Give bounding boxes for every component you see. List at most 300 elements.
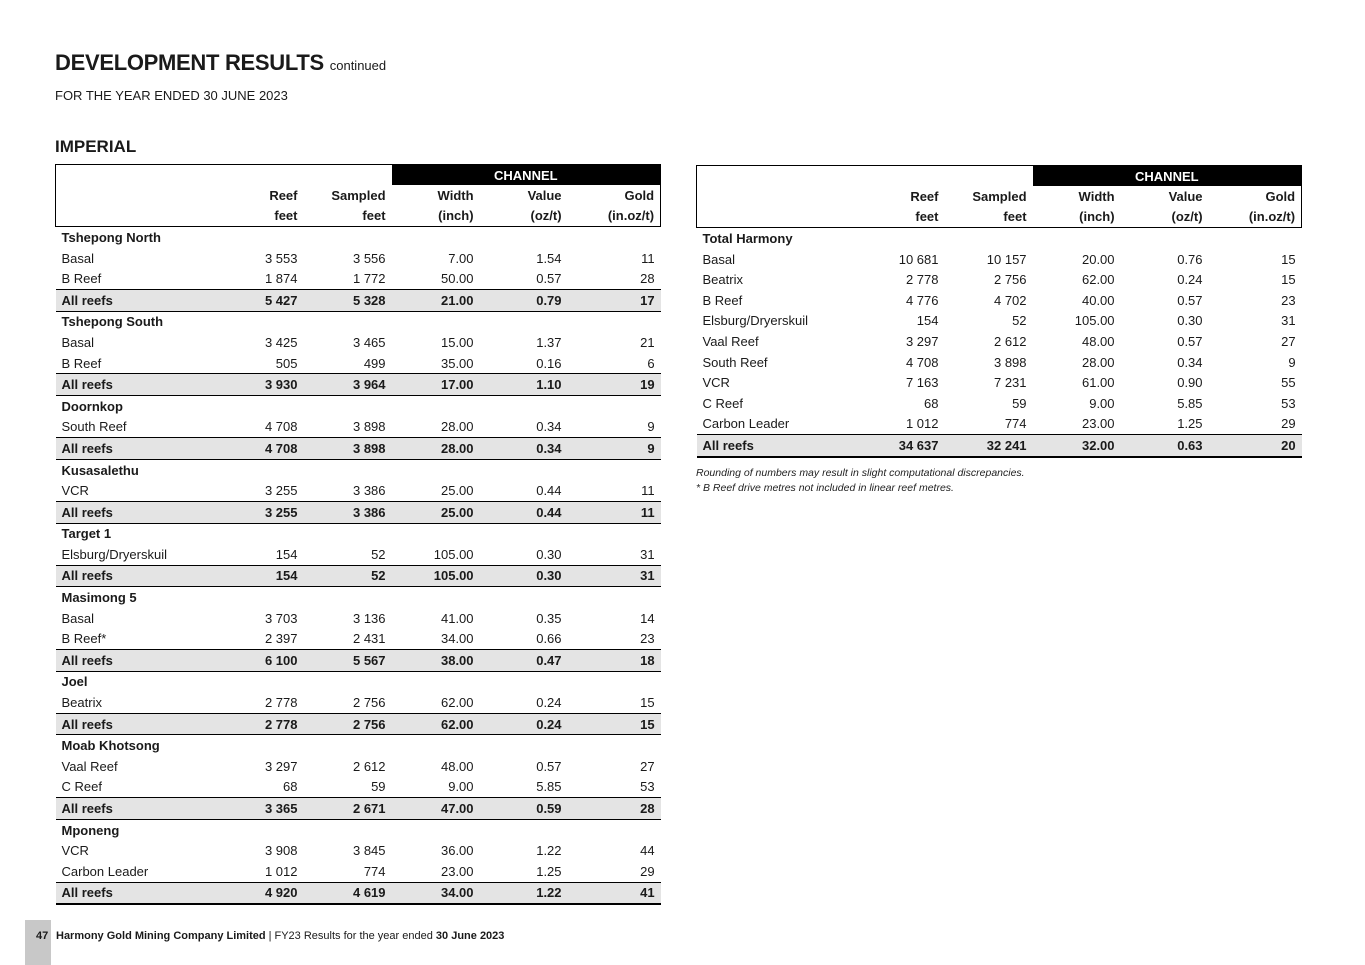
cell-value: 3 898 (993, 354, 1027, 370)
column-header: Gold (1209, 186, 1302, 207)
header-row (697, 186, 1302, 207)
header-label-blank (697, 207, 857, 228)
total-value: 0.24 (480, 713, 568, 735)
total-value: 62.00 (392, 713, 480, 735)
total-value: 4 708 (216, 438, 304, 460)
header-row (56, 185, 661, 206)
total-value: 32.00 (1033, 435, 1121, 457)
cell-value: 10 681 (898, 251, 939, 267)
table-row (697, 393, 1302, 414)
cell-value: 2 431 (352, 631, 386, 647)
total-value: 17.00 (392, 374, 480, 396)
cell-value: 4 702 (993, 292, 1027, 308)
column-header: Value (1168, 188, 1203, 204)
cell-value: 3 553 (264, 250, 298, 266)
cell-value: 1.22 (536, 843, 562, 859)
group-row (56, 311, 661, 332)
total-label: All reefs (56, 289, 216, 311)
total-value: 4 619 (304, 882, 392, 904)
cell-value: 0.34 (536, 419, 562, 435)
table-header (697, 166, 1302, 228)
cell-value: 35.00 (440, 355, 474, 371)
cell-value: 4 708 (905, 354, 939, 370)
cell-value: 41.00 (440, 610, 474, 626)
total-value: 11 (568, 501, 661, 523)
total-label: All reefs (56, 713, 216, 735)
total-row (56, 565, 661, 587)
cell-value: 3 425 (264, 334, 298, 350)
table-row (697, 269, 1302, 290)
cell-value: 28 (640, 271, 655, 287)
total-label: All reefs (56, 798, 216, 820)
total-value: 105.00 (392, 565, 480, 587)
total-label: All reefs (56, 565, 216, 587)
cell-value: 53 (1281, 395, 1296, 411)
total-value: 0.34 (480, 438, 568, 460)
cell-value: 2 778 (264, 695, 298, 711)
cell-value: 3 386 (352, 483, 386, 499)
total-value: 41 (568, 882, 661, 904)
cell-value: 1 874 (264, 271, 298, 287)
cell-value: 55 (1281, 375, 1296, 391)
total-value: 2 756 (304, 713, 392, 735)
cell-value: 29 (640, 863, 655, 879)
cell-value: 774 (1004, 416, 1027, 432)
cell-value: 9 (1288, 354, 1296, 370)
table-row (697, 372, 1302, 393)
cell-value: 7 163 (905, 375, 939, 391)
table-row (56, 353, 661, 374)
total-value: 154 (216, 565, 304, 587)
cell-value: 7.00 (448, 250, 474, 266)
cell-value: 2 397 (264, 631, 298, 647)
table-row (697, 331, 1302, 352)
reef-name: Basal (61, 334, 95, 350)
table-row (56, 268, 661, 289)
table-row (56, 544, 661, 565)
cell-value: 68 (924, 395, 939, 411)
group-name: Tshepong South (61, 314, 164, 330)
total-row (697, 435, 1302, 457)
page-title-suffix: continued (329, 58, 387, 73)
total-row (56, 882, 661, 904)
header-row (56, 206, 661, 227)
cell-value: 3 136 (352, 610, 386, 626)
cell-value: 3 465 (352, 334, 386, 350)
page-title (55, 50, 386, 76)
cell-value: 1.25 (1177, 416, 1203, 432)
cell-value: 0.30 (536, 546, 562, 562)
cell-value: 53 (640, 779, 655, 795)
column-header: (oz/t) (480, 206, 568, 227)
cell-value: 11 (641, 250, 655, 266)
cell-value: 774 (363, 863, 386, 879)
cell-value: 44 (640, 843, 655, 859)
cell-value: 2 612 (352, 758, 386, 774)
table-row (56, 756, 661, 777)
header-row (697, 207, 1302, 228)
column-header: Gold (568, 185, 661, 206)
reef-name: South Reef (61, 419, 127, 435)
column-header: Value (527, 187, 562, 203)
cell-value: 15.00 (440, 334, 474, 350)
cell-value: 4 776 (905, 292, 939, 308)
reef-name: Basal (61, 250, 95, 266)
total-value: 4 920 (216, 882, 304, 904)
total-row (56, 289, 661, 311)
reef-name: Carbon Leader (61, 863, 149, 879)
total-label: All reefs (56, 501, 216, 523)
table-row (697, 249, 1302, 270)
group-row (56, 819, 661, 840)
cell-value: 34.00 (440, 631, 474, 647)
column-header: Reef (910, 188, 939, 204)
group-name: Joel (61, 674, 88, 690)
cell-value: 15 (640, 695, 655, 711)
total-value: 6 100 (216, 650, 304, 672)
cell-value: 20.00 (1081, 251, 1115, 267)
total-value: 3 964 (304, 374, 392, 396)
page-subtitle: FOR THE YEAR ENDED 30 JUNE 2023 (55, 88, 288, 103)
reef-name: C Reef (702, 395, 743, 411)
cell-value: 0.34 (1177, 354, 1203, 370)
cell-value: 10 157 (986, 251, 1027, 267)
reef-name: Beatrix (61, 695, 102, 711)
total-value: 34.00 (392, 882, 480, 904)
total-value: 1.10 (480, 374, 568, 396)
header-blank (56, 165, 392, 186)
cell-value: 105.00 (433, 546, 474, 562)
page-title-text: DEVELOPMENT RESULTS (55, 50, 324, 75)
footer-separator: | (268, 930, 272, 942)
cell-value: 3 297 (264, 758, 298, 774)
total-value: 25.00 (392, 501, 480, 523)
group-name: Tshepong North (61, 229, 161, 245)
cell-value: 0.16 (536, 355, 562, 371)
total-label: All reefs (56, 374, 216, 396)
cell-value: 3 556 (352, 250, 386, 266)
imperial-results-table-right (696, 165, 1302, 458)
column-header: feet (945, 207, 1033, 228)
cell-value: 59 (371, 779, 386, 795)
reef-name: B Reef (61, 271, 102, 287)
total-value: 3 930 (216, 374, 304, 396)
imperial-results-table-left (55, 164, 661, 905)
table-row (697, 352, 1302, 373)
table-row (56, 608, 661, 629)
group-row (56, 395, 661, 416)
reef-name: Carbon Leader (702, 416, 790, 432)
cell-value: 0.30 (1177, 313, 1203, 329)
total-value: 19 (568, 374, 661, 396)
cell-value: 0.57 (1177, 292, 1203, 308)
cell-value: 0.24 (1177, 272, 1203, 288)
cell-value: 31 (640, 546, 655, 562)
cell-value: 0.24 (536, 695, 562, 711)
reef-name: VCR (61, 843, 89, 859)
page-number: 47 (36, 930, 49, 942)
total-value: 9 (568, 438, 661, 460)
table-row (56, 692, 661, 713)
table-row (56, 332, 661, 353)
cell-value: 7 231 (993, 375, 1027, 391)
total-value: 20 (1209, 435, 1302, 457)
cell-value: 2 756 (352, 695, 386, 711)
total-value: 3 898 (304, 438, 392, 460)
column-header: (in.oz/t) (1209, 207, 1302, 228)
reef-name: B Reef* (61, 631, 107, 647)
cell-value: 0.35 (536, 610, 562, 626)
table-notes (696, 466, 1025, 496)
group-name: Doornkop (61, 398, 123, 414)
cell-value: 0.44 (536, 483, 562, 499)
cell-value: 23 (640, 631, 655, 647)
total-value: 0.63 (1121, 435, 1209, 457)
total-label: All reefs (56, 650, 216, 672)
cell-value: 5.85 (1177, 395, 1203, 411)
cell-value: 14 (640, 610, 655, 626)
cell-value: 5.85 (536, 779, 562, 795)
total-value: 0.30 (480, 565, 568, 587)
cell-value: 0.57 (1177, 333, 1203, 349)
header-blank (697, 166, 1033, 187)
cell-value: 0.57 (536, 758, 562, 774)
channel-header: CHANNEL (392, 165, 661, 186)
cell-value: 15 (1281, 251, 1296, 267)
reef-name: South Reef (702, 354, 768, 370)
total-row (56, 713, 661, 735)
table-row (56, 861, 661, 882)
footer-text: FY23 Results for the year ended (274, 930, 433, 942)
total-value: 28.00 (392, 438, 480, 460)
total-value: 31 (568, 565, 661, 587)
total-value: 5 427 (216, 289, 304, 311)
header-label-blank (56, 206, 216, 227)
reef-name: B Reef (702, 292, 743, 308)
total-value: 0.79 (480, 289, 568, 311)
table-body (56, 227, 661, 905)
table-row (56, 248, 661, 269)
cell-value: 28.00 (440, 419, 474, 435)
cell-value: 1.25 (536, 863, 562, 879)
reef-name: Beatrix (702, 272, 743, 288)
total-label: All reefs (56, 438, 216, 460)
column-header: (inch) (392, 206, 480, 227)
cell-value: 48.00 (440, 758, 474, 774)
cell-value: 50.00 (440, 271, 474, 287)
cell-value: 28.00 (1081, 354, 1115, 370)
group-name: Kusasalethu (61, 462, 139, 478)
cell-value: 499 (363, 355, 386, 371)
cell-value: 9.00 (448, 779, 474, 795)
cell-value: 23.00 (1081, 416, 1115, 432)
reef-name: Elsburg/Dryerskuil (702, 313, 808, 329)
cell-value: 62.00 (440, 695, 474, 711)
total-value: 47.00 (392, 798, 480, 820)
cell-value: 21 (640, 334, 655, 350)
group-row (56, 523, 661, 544)
group-row (56, 587, 661, 608)
column-header: Reef (269, 187, 298, 203)
column-header: feet (216, 206, 304, 227)
total-value: 32 241 (945, 435, 1033, 457)
column-header: Sampled (331, 187, 386, 203)
column-header: Sampled (972, 188, 1027, 204)
cell-value: 52 (1012, 313, 1027, 329)
cell-value: 154 (916, 313, 939, 329)
cell-value: 29 (1281, 416, 1296, 432)
total-value: 0.44 (480, 501, 568, 523)
note-rounding: Rounding of numbers may result in slight computational discrepancies. (696, 467, 1025, 479)
reef-name: Vaal Reef (61, 758, 118, 774)
group-row (56, 735, 661, 756)
total-value: 0.59 (480, 798, 568, 820)
footer-date: 30 June 2023 (435, 930, 505, 942)
total-value: 1.22 (480, 882, 568, 904)
total-row (56, 650, 661, 672)
cell-value: 1 012 (905, 416, 939, 432)
cell-value: 2 778 (905, 272, 939, 288)
cell-value: 23.00 (440, 863, 474, 879)
total-row (56, 798, 661, 820)
cell-value: 2 756 (993, 272, 1027, 288)
cell-value: 25.00 (440, 483, 474, 499)
cell-value: 59 (1012, 395, 1027, 411)
group-row (56, 459, 661, 480)
page-footer (56, 930, 504, 942)
total-value: 2 671 (304, 798, 392, 820)
header-row-channel (697, 166, 1302, 187)
total-label: All reefs (697, 435, 857, 457)
cell-value: 0.57 (536, 271, 562, 287)
group-name: Moab Khotsong (61, 738, 160, 754)
cell-value: 61.00 (1081, 375, 1115, 391)
cell-value: 48.00 (1081, 333, 1115, 349)
cell-value: 1.37 (536, 334, 562, 350)
cell-value: 31 (1281, 313, 1296, 329)
cell-value: 105.00 (1074, 313, 1115, 329)
total-value: 38.00 (392, 650, 480, 672)
total-value: 0.47 (480, 650, 568, 672)
table-row (56, 417, 661, 438)
cell-value: 0.66 (536, 631, 562, 647)
total-row (56, 438, 661, 460)
group-name: Mponeng (61, 822, 120, 838)
group-row (697, 228, 1302, 249)
table-row (697, 311, 1302, 332)
table-row (56, 840, 661, 861)
group-name: Target 1 (61, 526, 112, 542)
reef-name: VCR (61, 483, 89, 499)
header-row-channel (56, 165, 661, 186)
footer-company: Harmony Gold Mining Company Limited (56, 930, 266, 942)
reef-name: Elsburg/Dryerskuil (61, 546, 167, 562)
channel-header: CHANNEL (1033, 166, 1302, 187)
column-header: (inch) (1033, 207, 1121, 228)
table-row (56, 628, 661, 649)
total-row (56, 501, 661, 523)
table-body (697, 228, 1302, 457)
total-value: 17 (568, 289, 661, 311)
cell-value: 1 012 (264, 863, 298, 879)
cell-value: 3 898 (352, 419, 386, 435)
cell-value: 3 845 (352, 843, 386, 859)
total-value: 34 637 (857, 435, 945, 457)
total-value: 2 778 (216, 713, 304, 735)
reef-name: VCR (702, 375, 730, 391)
column-header: feet (857, 207, 945, 228)
total-value: 18 (568, 650, 661, 672)
column-header: (in.oz/t) (568, 206, 661, 227)
cell-value: 27 (640, 758, 655, 774)
total-value: 5 567 (304, 650, 392, 672)
total-value: 3 365 (216, 798, 304, 820)
cell-value: 36.00 (440, 843, 474, 859)
cell-value: 4 708 (264, 419, 298, 435)
column-header: Width (437, 187, 474, 203)
group-name: Total Harmony (702, 230, 793, 246)
column-header: (oz/t) (1121, 207, 1209, 228)
total-value: 52 (304, 565, 392, 587)
header-label-blank (697, 186, 857, 207)
group-row (56, 227, 661, 248)
cell-value: 1 772 (352, 271, 386, 287)
reef-name: B Reef (61, 355, 102, 371)
cell-value: 3 703 (264, 610, 298, 626)
cell-value: 0.90 (1177, 375, 1203, 391)
cell-value: 3 908 (264, 843, 298, 859)
cell-value: 3 255 (264, 483, 298, 499)
table-row (56, 480, 661, 501)
cell-value: 2 612 (993, 333, 1027, 349)
table-row (697, 290, 1302, 311)
table-row (697, 414, 1302, 435)
cell-value: 9.00 (1089, 395, 1115, 411)
table-row (56, 777, 661, 798)
note-b-reef: * B Reef drive metres not included in linear reef metres. (696, 482, 954, 494)
group-row (56, 671, 661, 692)
total-value: 5 328 (304, 289, 392, 311)
cell-value: 154 (275, 546, 298, 562)
total-value: 21.00 (392, 289, 480, 311)
total-label: All reefs (56, 882, 216, 904)
cell-value: 9 (647, 419, 655, 435)
total-value: 3 255 (216, 501, 304, 523)
column-header: feet (304, 206, 392, 227)
group-name: Masimong 5 (61, 590, 137, 606)
table-header (56, 165, 661, 227)
cell-value: 15 (1281, 272, 1296, 288)
reef-name: Basal (61, 610, 95, 626)
cell-value: 23 (1281, 292, 1296, 308)
reef-name: Basal (702, 251, 736, 267)
cell-value: 52 (371, 546, 386, 562)
reef-name: Vaal Reef (702, 333, 759, 349)
cell-value: 68 (283, 779, 298, 795)
cell-value: 0.76 (1177, 251, 1203, 267)
cell-value: 11 (641, 483, 655, 499)
cell-value: 3 297 (905, 333, 939, 349)
section-heading: IMPERIAL (55, 137, 137, 156)
column-header: Width (1078, 188, 1115, 204)
cell-value: 505 (275, 355, 298, 371)
total-value: 28 (568, 798, 661, 820)
cell-value: 6 (647, 355, 655, 371)
cell-value: 62.00 (1081, 272, 1115, 288)
cell-value: 40.00 (1081, 292, 1115, 308)
footer-page-tab (25, 920, 51, 965)
total-value: 3 386 (304, 501, 392, 523)
